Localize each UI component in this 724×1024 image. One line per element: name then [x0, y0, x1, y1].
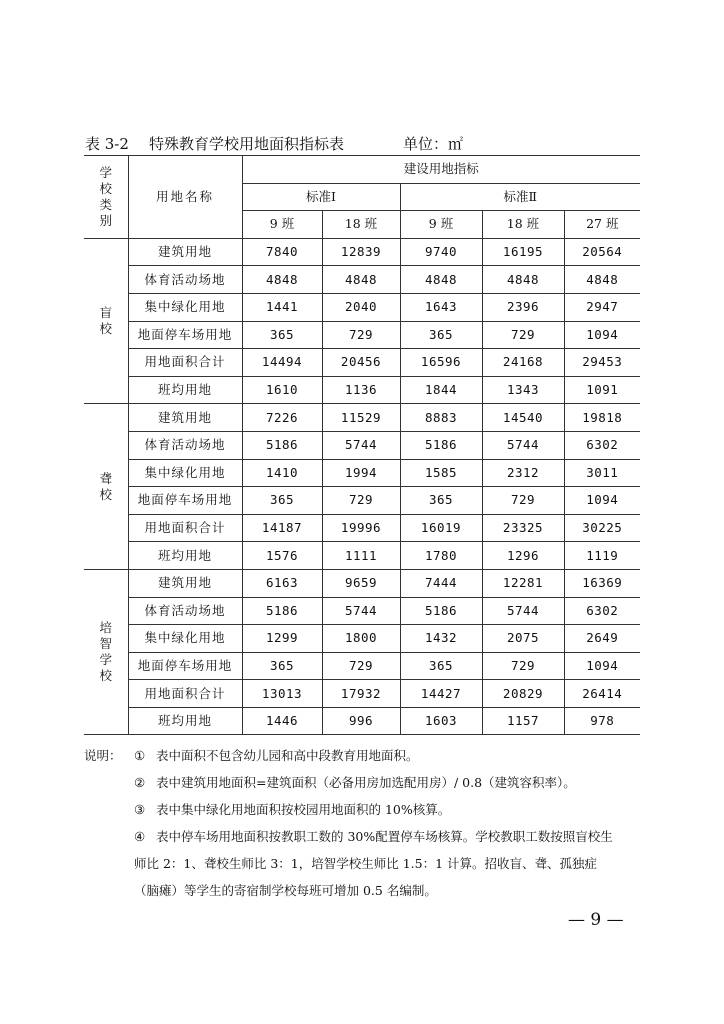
value-cell: 365: [400, 321, 482, 349]
note-line: [84, 796, 644, 823]
value-cell: 1343: [482, 376, 564, 404]
header-class-col: 9 班: [400, 211, 482, 239]
value-cell: 9740: [400, 238, 482, 266]
school-type-cell: 培智学校: [84, 569, 128, 735]
value-cell: 20456: [322, 349, 400, 377]
value-cell: 7444: [400, 569, 482, 597]
value-cell: 1576: [242, 542, 322, 570]
value-cell: 24168: [482, 349, 564, 377]
value-cell: 1441: [242, 293, 322, 321]
value-cell: 16369: [564, 569, 640, 597]
value-cell: 4848: [564, 266, 640, 294]
land-name-cell: 地面停车场用地: [128, 321, 242, 349]
land-area-table: [84, 155, 640, 735]
header-class-col: 9 班: [242, 211, 322, 239]
table-row: [84, 597, 640, 625]
land-name-cell: 体育活动场地: [128, 597, 242, 625]
land-name-cell: 建筑用地: [128, 238, 242, 266]
value-cell: 5186: [400, 597, 482, 625]
value-cell: 1432: [400, 625, 482, 653]
value-cell: 5744: [322, 597, 400, 625]
value-cell: 30225: [564, 514, 640, 542]
note-text: 表中面积不包含幼儿园和高中段教育用地面积。: [156, 748, 419, 763]
table-row: [84, 293, 640, 321]
header-standard-2: 标准Ⅱ: [400, 183, 640, 211]
header-standard-1: 标准Ⅰ: [242, 183, 400, 211]
notes-section: [84, 742, 644, 904]
value-cell: 1610: [242, 376, 322, 404]
value-cell: 1780: [400, 542, 482, 570]
value-cell: 1410: [242, 459, 322, 487]
land-name-cell: 建筑用地: [128, 569, 242, 597]
table-row: [84, 680, 640, 708]
value-cell: 1136: [322, 376, 400, 404]
header-class-col: 18 班: [322, 211, 400, 239]
land-name-cell: 班均用地: [128, 376, 242, 404]
school-type-cell: 盲校: [84, 238, 128, 404]
header-class-col: 18 班: [482, 211, 564, 239]
value-cell: 12281: [482, 569, 564, 597]
value-cell: 4848: [322, 266, 400, 294]
value-cell: 9659: [322, 569, 400, 597]
land-name-cell: 集中绿化用地: [128, 625, 242, 653]
value-cell: 12839: [322, 238, 400, 266]
value-cell: 8883: [400, 404, 482, 432]
value-cell: 1643: [400, 293, 482, 321]
value-cell: 6302: [564, 597, 640, 625]
table-row: [84, 431, 640, 459]
note-line: [84, 823, 644, 850]
value-cell: 14427: [400, 680, 482, 708]
land-name-cell: 地面停车场用地: [128, 652, 242, 680]
table-row: [84, 404, 640, 432]
value-cell: 1299: [242, 625, 322, 653]
value-cell: 1994: [322, 459, 400, 487]
table-row: [84, 569, 640, 597]
value-cell: 4848: [242, 266, 322, 294]
value-cell: 1091: [564, 376, 640, 404]
value-cell: 2075: [482, 625, 564, 653]
value-cell: 14540: [482, 404, 564, 432]
value-cell: 729: [322, 652, 400, 680]
note-text: 师比 2：1、聋校生师比 3：1，培智学校生师比 1.5：1 计算。招收盲、聋、孤独症: [134, 856, 598, 871]
value-cell: 1800: [322, 625, 400, 653]
table-row: [84, 625, 640, 653]
table-row: [84, 459, 640, 487]
value-cell: 4848: [400, 266, 482, 294]
value-cell: 1585: [400, 459, 482, 487]
value-cell: 5744: [322, 431, 400, 459]
land-name-cell: 班均用地: [128, 542, 242, 570]
table-unit: 单位：㎡: [403, 135, 464, 153]
value-cell: 14494: [242, 349, 322, 377]
table-title: 特殊教育学校用地面积指标表: [149, 135, 345, 153]
value-cell: 1094: [564, 321, 640, 349]
value-cell: 2312: [482, 459, 564, 487]
note-line: [84, 742, 644, 769]
value-cell: 2396: [482, 293, 564, 321]
value-cell: 16019: [400, 514, 482, 542]
note-marker: ①: [134, 748, 146, 763]
header-class-col: 27 班: [564, 211, 640, 239]
table-row: [84, 376, 640, 404]
note-marker: ③: [134, 802, 146, 817]
value-cell: 365: [242, 652, 322, 680]
note-marker: ④: [134, 829, 146, 844]
value-cell: 996: [322, 707, 400, 735]
value-cell: 14187: [242, 514, 322, 542]
table-row: [84, 266, 640, 294]
value-cell: 3011: [564, 459, 640, 487]
land-name-cell: 体育活动场地: [128, 266, 242, 294]
notes-lead: 说明：: [84, 748, 122, 763]
value-cell: 729: [322, 321, 400, 349]
value-cell: 7840: [242, 238, 322, 266]
value-cell: 1844: [400, 376, 482, 404]
table-row: [84, 707, 640, 735]
header-land-name: 用地名称: [128, 156, 242, 239]
land-name-cell: 用地面积合计: [128, 514, 242, 542]
value-cell: 17932: [322, 680, 400, 708]
land-name-cell: 体育活动场地: [128, 431, 242, 459]
land-name-cell: 用地面积合计: [128, 680, 242, 708]
value-cell: 4848: [482, 266, 564, 294]
value-cell: 1111: [322, 542, 400, 570]
value-cell: 26414: [564, 680, 640, 708]
value-cell: 1446: [242, 707, 322, 735]
table-body: [84, 156, 640, 735]
value-cell: 23325: [482, 514, 564, 542]
note-text: 表中集中绿化用地面积按校园用地面积的 10%核算。: [156, 802, 451, 817]
value-cell: 365: [400, 487, 482, 515]
value-cell: 2649: [564, 625, 640, 653]
value-cell: 365: [242, 487, 322, 515]
value-cell: 729: [482, 652, 564, 680]
value-cell: 729: [482, 487, 564, 515]
land-name-cell: 集中绿化用地: [128, 459, 242, 487]
value-cell: 1296: [482, 542, 564, 570]
note-text: 表中建筑用地面积=建筑面积（必备用房加选配用房）/ 0.8（建筑容积率）。: [156, 775, 576, 790]
table-row: [84, 514, 640, 542]
land-name-cell: 地面停车场用地: [128, 487, 242, 515]
table-row: [84, 321, 640, 349]
header-school-type: 学校类别: [84, 156, 128, 239]
value-cell: 1157: [482, 707, 564, 735]
value-cell: 19996: [322, 514, 400, 542]
page-number: — 9 —: [568, 910, 624, 930]
value-cell: 16596: [400, 349, 482, 377]
land-name-cell: 建筑用地: [128, 404, 242, 432]
table-caption: [85, 133, 645, 155]
value-cell: 729: [482, 321, 564, 349]
value-cell: 5186: [242, 597, 322, 625]
value-cell: 6302: [564, 431, 640, 459]
table-row: [84, 238, 640, 266]
value-cell: 1119: [564, 542, 640, 570]
note-marker: ②: [134, 775, 146, 790]
value-cell: 6163: [242, 569, 322, 597]
table-row: [84, 652, 640, 680]
value-cell: 2040: [322, 293, 400, 321]
note-line: [84, 850, 644, 877]
land-name-cell: 用地面积合计: [128, 349, 242, 377]
value-cell: 20829: [482, 680, 564, 708]
value-cell: 5744: [482, 597, 564, 625]
note-text: （脑瘫）等学生的寄宿制学校每班可增加 0.5 名编制。: [134, 883, 437, 898]
value-cell: 729: [322, 487, 400, 515]
value-cell: 1603: [400, 707, 482, 735]
value-cell: 1094: [564, 487, 640, 515]
land-name-cell: 班均用地: [128, 707, 242, 735]
value-cell: 19818: [564, 404, 640, 432]
school-type-cell: 聋校: [84, 404, 128, 570]
value-cell: 20564: [564, 238, 640, 266]
value-cell: 2947: [564, 293, 640, 321]
value-cell: 13013: [242, 680, 322, 708]
note-line: [84, 877, 644, 904]
value-cell: 365: [400, 652, 482, 680]
value-cell: 29453: [564, 349, 640, 377]
value-cell: 365: [242, 321, 322, 349]
value-cell: 7226: [242, 404, 322, 432]
table-row: [84, 542, 640, 570]
header-indicator: 建设用地指标: [242, 156, 640, 184]
value-cell: 11529: [322, 404, 400, 432]
land-name-cell: 集中绿化用地: [128, 293, 242, 321]
note-text: 表中停车场用地面积按教职工数的 30%配置停车场核算。学校教职工数按照盲校生: [156, 829, 613, 844]
value-cell: 5186: [242, 431, 322, 459]
value-cell: 978: [564, 707, 640, 735]
table-row: [84, 349, 640, 377]
header-row-1: [84, 156, 640, 184]
value-cell: 1094: [564, 652, 640, 680]
value-cell: 16195: [482, 238, 564, 266]
table-row: [84, 487, 640, 515]
table-number: 表 3-2: [85, 135, 129, 153]
note-line: [84, 769, 644, 796]
value-cell: 5186: [400, 431, 482, 459]
value-cell: 5744: [482, 431, 564, 459]
